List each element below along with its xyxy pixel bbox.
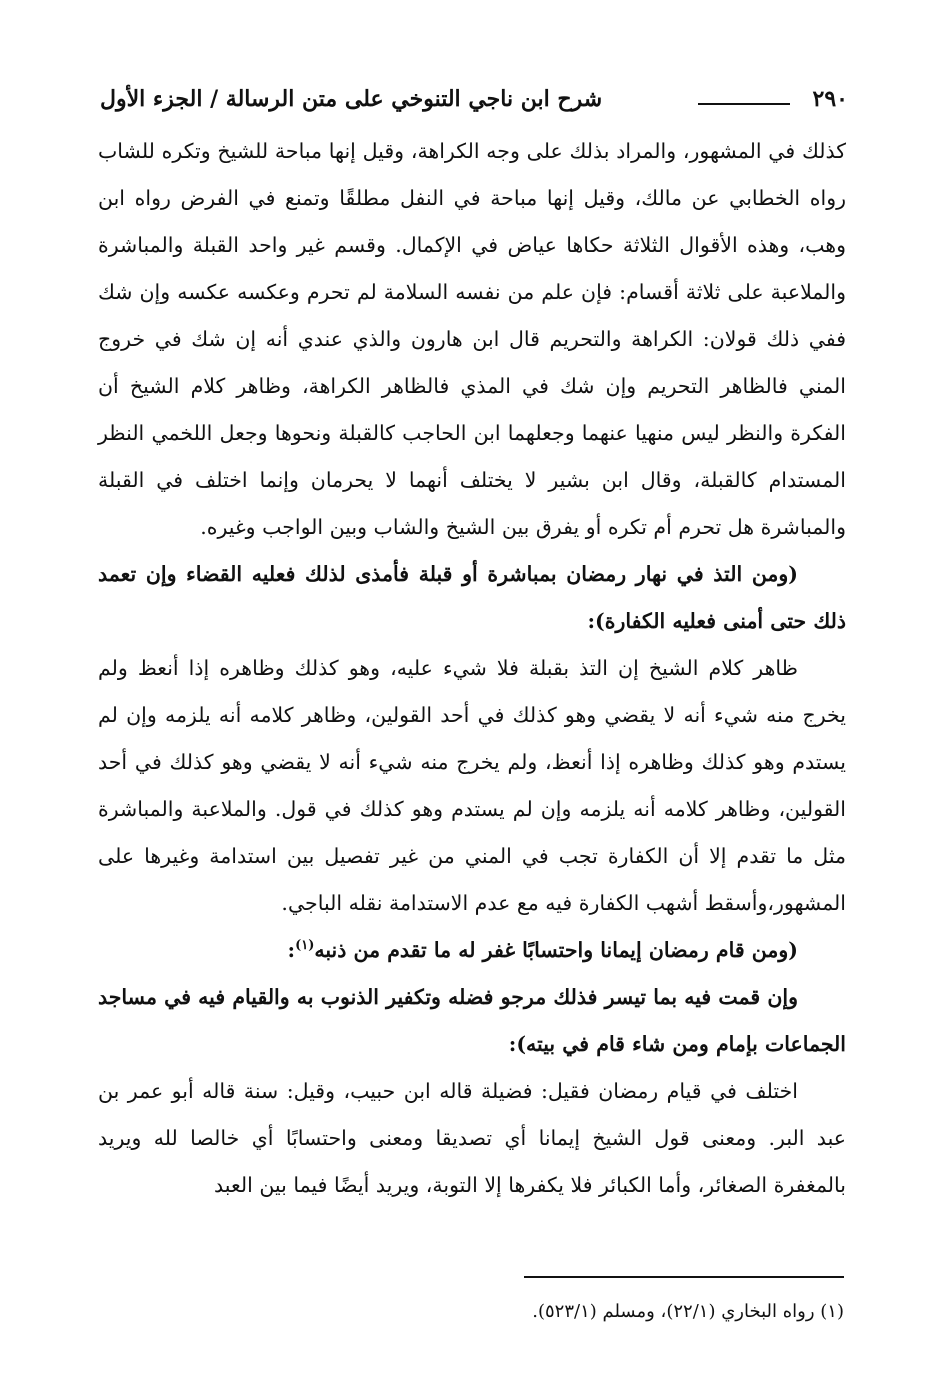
footnote-rule: [524, 1276, 844, 1278]
page-header: [100, 86, 848, 126]
paragraph-commentary-3: ظاهر كلام الشيخ إن التذ بقبلة فلا شيء عليه، وهو كذلك وظاهره إذا أنعظ ولم يخرج منه شيء أنه لا يقضي وهو كذلك في أحد القولين، وظاهر كلامه أنه يلزمه وإن لم يستدم وهو كذلك وظاهره إذا أنعظ، ولم يخرج منه شيء أنه لا يقضي وهو كذلك في أحد القولين، وظاهر كلامه أنه يلزمه وإن لم يستدم وهو كذلك في قول. والملاعبة والمباشرة مثل ما تقدم إلا أن الكفارة تجب في المني من غير تفصيل بين استدامة وغيرها على المشهور،وأسقط أشهب الكفارة فيه مع عدم الاستدامة نقله الباجي.: [98, 656, 846, 915]
running-title: شرح ابن ناجي التنوخي على متن الرسالة / الجزء الأول: [100, 86, 603, 112]
paragraph-commentary-6: اختلف في قيام رمضان فقيل: فضيلة قاله ابن حبيب، وقيل: سنة قاله أبو عمر بن عبد البر. ومعنى قول الشيخ إيمانا أي تصديقا ومعنى واحتسابًا أي خالصا لله ويريد بالمغفرة الصغائر، وأما الكبائر فلا يكفرها إلا التوبة، ويريد أيضًا فيما بين العبد: [98, 1079, 846, 1197]
matn-4-colon: :: [287, 938, 296, 962]
footnote: (١) رواه البخاري (٢٢/١)، ومسلم (٥٢٣/١).: [532, 1301, 844, 1322]
body-text: [98, 128, 846, 1209]
header-rule: [698, 103, 790, 105]
paragraph-matn-2: (ومن التذ في نهار رمضان بمباشرة أو قبلة فأمذى لذلك فعليه القضاء وإن تعمد ذلك حتى أمنى فعليه الكفارة):: [98, 562, 846, 633]
paragraph-matn-5: وإن قمت فيه بما تيسر فذلك مرجو فضله وتكفير الذنوب به والقيام فيه في مساجد الجماعات بإمام ومن شاء قام في بيته):: [98, 985, 846, 1056]
footnote-reference: (١): [295, 938, 315, 954]
paragraph-matn-4: [98, 927, 846, 974]
matn-4-text: (ومن قام رمضان إيمانا واحتسابًا غفر له ما تقدم من ذنبه: [314, 938, 798, 962]
paragraph-commentary-1: كذلك في المشهور، والمراد بذلك على وجه الكراهة، وقيل إنها مباحة للشيخ وتكره للشاب رواه الخطابي عن مالك، وقيل إنها مباحة في النفل مطلقًا وتمنع في الفرض رواه ابن وهب، وهذه الأقوال الثلاثة حكاها عياض في الإكمال. وقسم غير واحد القبلة والمباشرة والملاعبة على ثلاثة أقسام: فإن علم من نفسه السلامة لم تحرم وعكسه عكسه وإن شك ففي ذلك قولان: الكراهة والتحريم قال ابن هارون والذي عندي أنه إن شك في خروج المني فالظاهر التحريم وإن شك في المذي فالظاهر الكراهة، وظاهر كلام الشيخ أن الفكرة والنظر ليس منهيا عنهما وجعلهما ابن الحاجب كالقبلة ونحوها وجعل اللخمي النظر المستدام كالقبلة، وقال ابن بشير لا يختلف أنهما لا يحرمان وإنما اختلف في القبلة والمباشرة هل تحرم أم تكره أو يفرق بين الشيخ والشاب وبين الواجب وغيره.: [98, 139, 846, 539]
page-number: ٢٩٠: [812, 86, 848, 112]
